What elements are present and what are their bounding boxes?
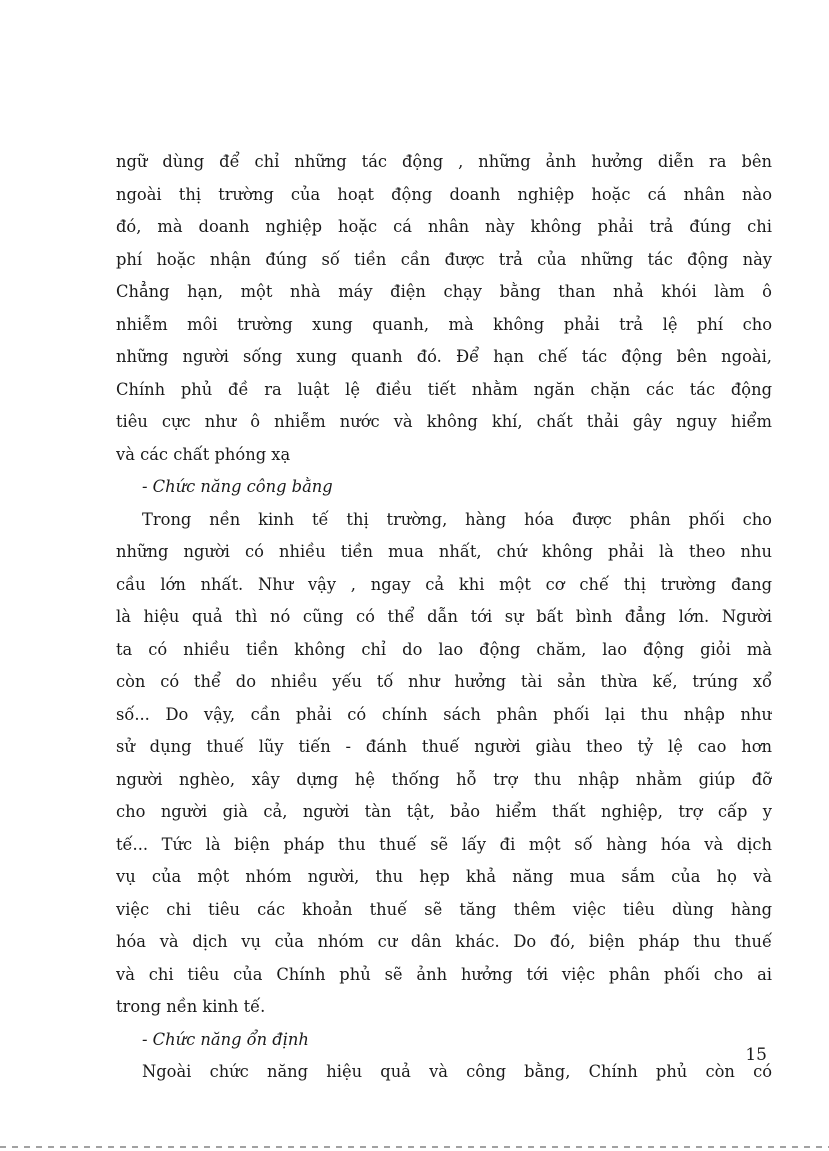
text-line: Chính phủ đề ra luật lệ điều tiết nhằm ngăn chặn các tác động bbox=[116, 379, 772, 399]
text-line: tiêu cực như ô nhiễm nước và không khí, chất thải gây nguy hiểm bbox=[116, 412, 772, 431]
text-line: cho người già cả, người tàn tật, bảo hiểm thất nghiệp, trợ cấp y bbox=[116, 802, 772, 821]
scan-edge-divider bbox=[0, 1146, 829, 1148]
section-heading-on-dinh: - Chức năng ổn định bbox=[142, 1029, 309, 1049]
text-line: số... Do vậy, cần phải có chính sách phân phối lại thu nhập như bbox=[116, 704, 772, 724]
text-line: Ngoài chức năng hiệu quả và công bằng, Chính phủ còn có bbox=[142, 1062, 772, 1081]
text-line: ngoài thị trường của hoạt động doanh nghiệp hoặc cá nhân nào bbox=[116, 184, 772, 204]
text-line: và các chất phóng xạ bbox=[116, 444, 291, 464]
text-line: những người sống xung quanh đó. Để hạn chế tác động bên ngoài, bbox=[116, 347, 772, 366]
text-line: ta có nhiều tiền không chỉ do lao động chăm, lao động giỏi mà bbox=[116, 639, 772, 659]
text-line: còn có thể do nhiều yếu tố như hưởng tài sản thừa kế, trúng xổ bbox=[116, 672, 772, 691]
text-line: ngữ dùng để chỉ những tác động , những ảnh hưởng diễn ra bên bbox=[116, 152, 772, 171]
text-line: sử dụng thuế lũy tiến - đánh thuế người giàu theo tỷ lệ cao hơn bbox=[116, 737, 772, 756]
text-line: Trong nền kinh tế thị trường, hàng hóa được phân phối cho bbox=[142, 509, 772, 529]
text-line: đó, mà doanh nghiệp hoặc cá nhân này không phải trả đúng chi bbox=[116, 217, 772, 236]
text-line: người nghèo, xây dựng hệ thống hỗ trợ thu nhập nhằm giúp đỡ bbox=[116, 769, 772, 789]
text-line: việc chi tiêu các khoản thuế sẽ tăng thêm việc tiêu dùng hàng bbox=[116, 899, 772, 919]
page-number: 15 bbox=[745, 1045, 767, 1065]
text-line: Chẳng hạn, một nhà máy điện chạy bằng than nhả khói làm ô bbox=[116, 282, 772, 301]
text-line: tế... Tức là biện pháp thu thuế sẽ lấy đi một số hàng hóa và dịch bbox=[116, 834, 772, 854]
text-line: là hiệu quả thì nó cũng có thể dẫn tới sự bất bình đẳng lớn. Người bbox=[116, 607, 772, 626]
text-line: phí hoặc nhận đúng số tiền cần được trả của những tác động này bbox=[116, 249, 772, 269]
text-line: trong nền kinh tế. bbox=[116, 997, 266, 1016]
text-line: và chi tiêu của Chính phủ sẽ ảnh hưởng tới việc phân phối cho ai bbox=[116, 964, 772, 984]
text-line: hóa và dịch vụ của nhóm cư dân khác. Do đó, biện pháp thu thuế bbox=[116, 932, 772, 951]
text-line: nhiễm môi trường xung quanh, mà không phải trả lệ phí cho bbox=[116, 314, 772, 334]
text-line: vụ của một nhóm người, thu hẹp khả năng mua sắm của họ và bbox=[116, 867, 772, 886]
section-heading-cong-bang: - Chức năng công bằng bbox=[142, 477, 333, 496]
text-line: cầu lớn nhất. Như vậy , ngay cả khi một cơ chế thị trường đang bbox=[116, 574, 772, 594]
text-line: những người có nhiều tiền mua nhất, chứ không phải là theo nhu bbox=[116, 542, 772, 561]
body-text bbox=[116, 146, 772, 1089]
